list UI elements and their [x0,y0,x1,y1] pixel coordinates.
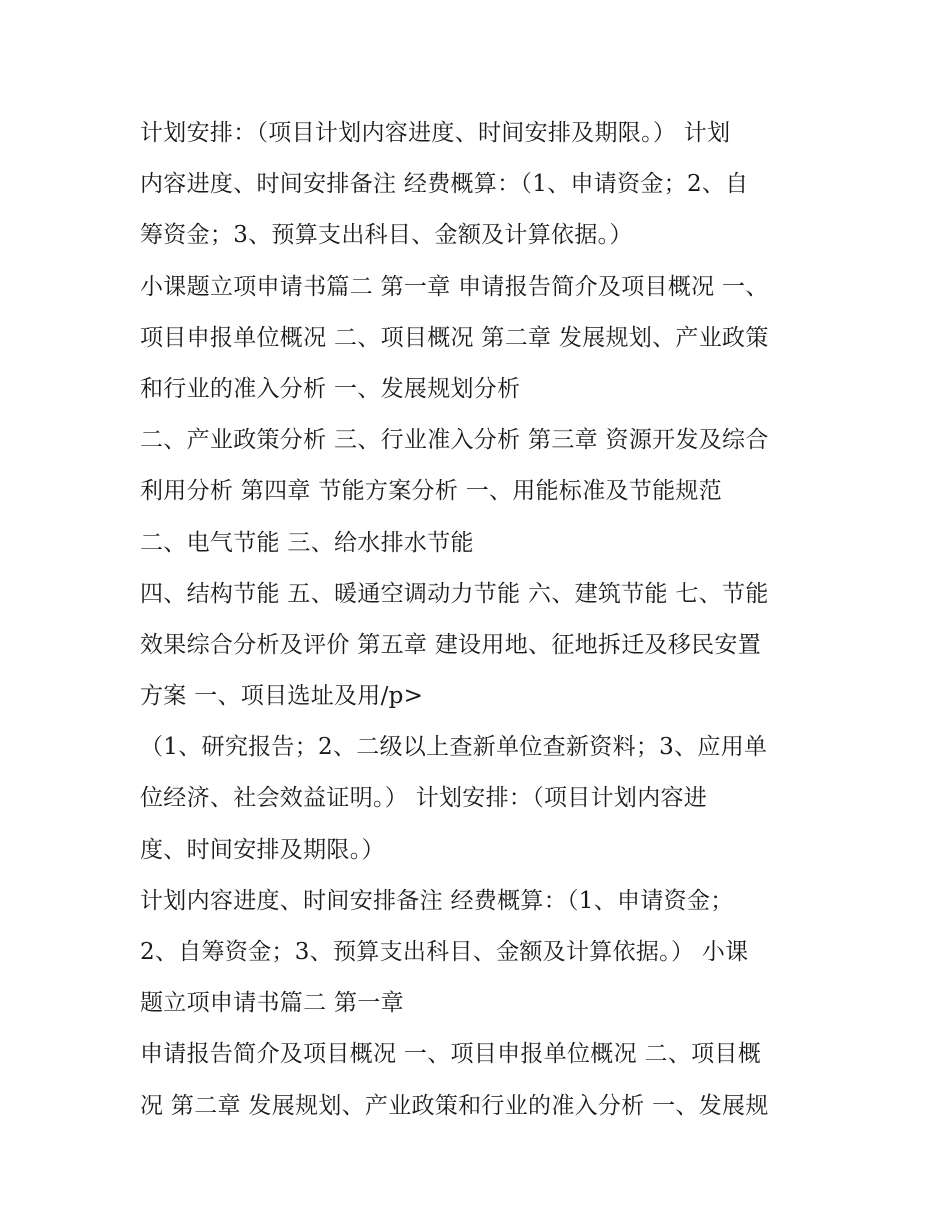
text-line: 度、时间安排及期限。） [140,836,385,863]
text-line: 二、产业政策分析 三、行业准入分析 第三章 资源开发及综合 [140,427,769,454]
text-line: 位经济、社会效益证明。） 计划安排：（项目计划内容进 [140,785,708,812]
text-line: 和行业的准入分析 一、发展规划分析 [140,375,521,402]
text-line: 项目申报单位概况 二、项目概况 第二章 发展规划、产业政策 [140,324,769,351]
text-line: 计划内容进度、时间安排备注 经费概算：（1、申请资金； [140,887,734,914]
text-line: 四、结构节能 五、暖通空调动力节能 六、建筑节能 七、节能 [140,580,769,607]
text-line: 题立项申请书篇二 第一章 [140,990,404,1017]
text-line: 况 第二章 发展规划、产业政策和行业的准入分析 一、发展规 [140,1092,769,1119]
text-line: 方案 一、项目选址及用/p> [140,683,424,710]
text-line: 二、电气节能 三、给水排水节能 [140,529,474,556]
text-line: 2、自筹资金；3、预算支出科目、金额及计算依据。） 小课 [140,939,749,965]
text-line: 效果综合分析及评价 第五章 建设用地、征地拆迁及移民安置 [140,631,762,658]
text-line: 内容进度、时间安排备注 经费概算：（1、申请资金；2、自 [140,171,749,198]
text-line: （1、研究报告；2、二级以上查新单位查新资料；3、应用单 [140,734,768,761]
text-line: 利用分析 第四章 节能方案分析 一、用能标准及节能规范 [140,478,723,505]
body-text [140,108,820,1132]
text-line: 计划安排：（项目计划内容进度、时间安排及期限。） 计划 [140,120,731,146]
text-line: 申请报告简介及项目概况 一、项目申报单位概况 二、项目概 [140,1041,762,1068]
text-line: 小课题立项申请书篇二 第一章 申请报告简介及项目概况 一、 [140,273,769,300]
text-line: 筹资金；3、预算支出科目、金额及计算依据。） [140,222,633,249]
